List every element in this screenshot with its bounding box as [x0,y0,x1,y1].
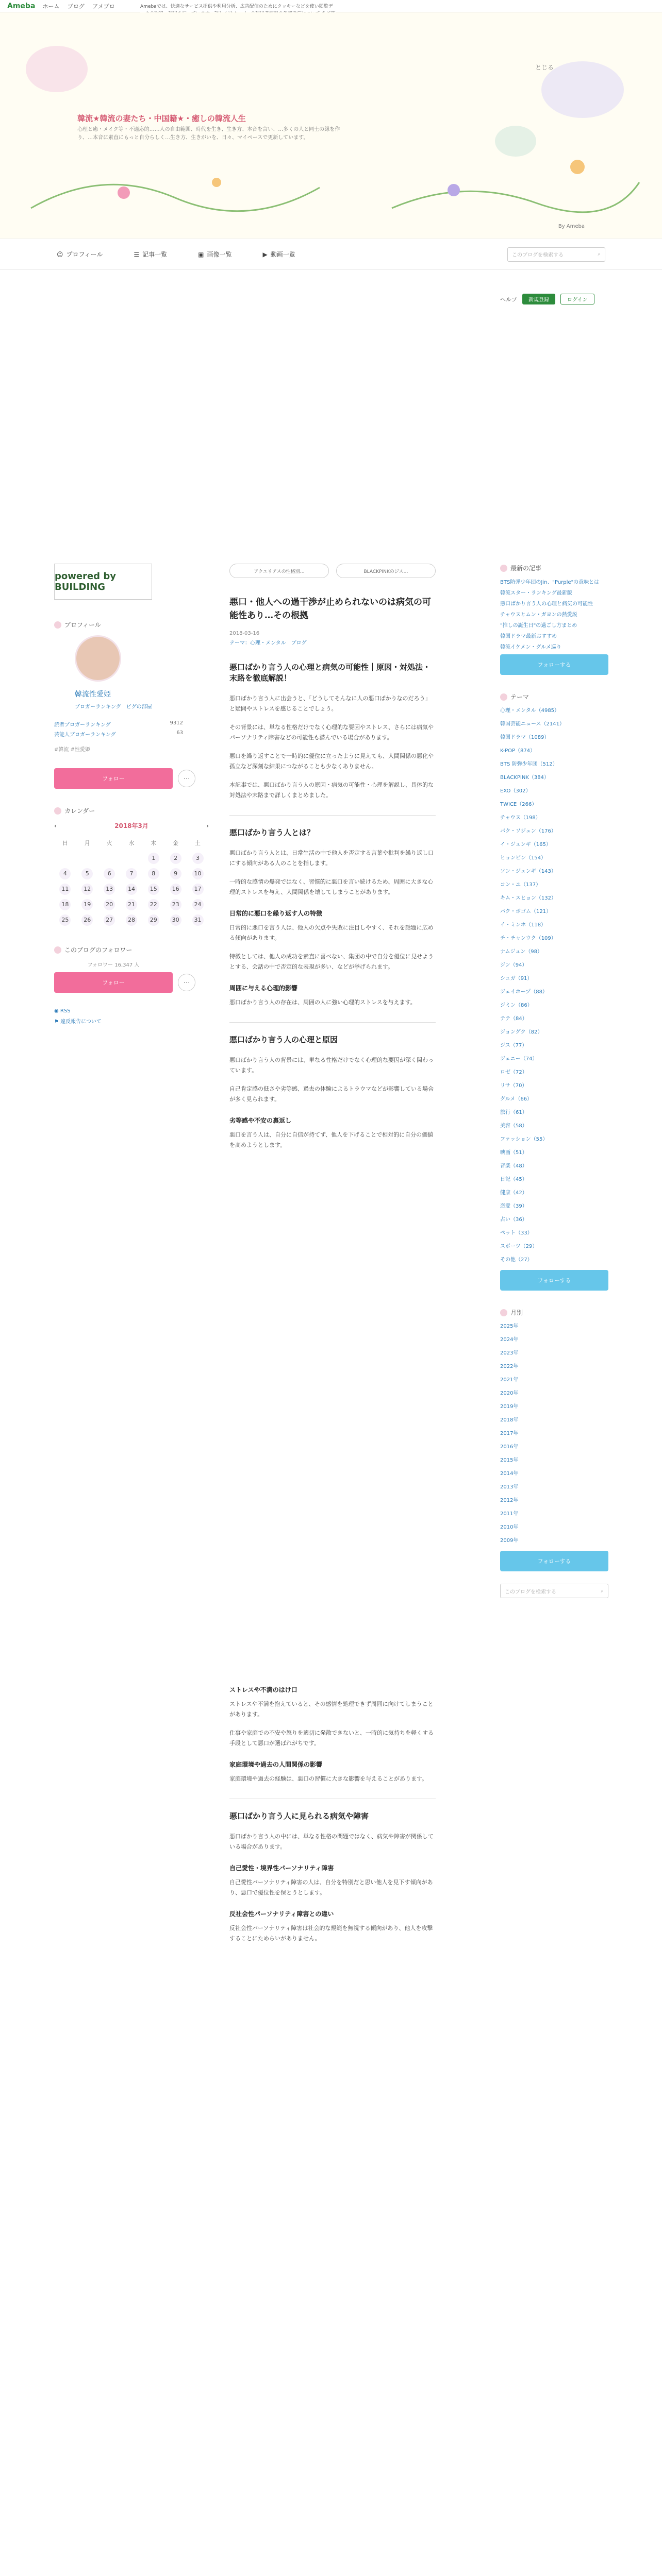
more-icon[interactable]: ⋯ [178,770,195,787]
rank-label[interactable]: 芸能人ブロガーランキング [54,732,116,738]
follower-heading-label: このブログのフォロワー [64,946,133,954]
theme-link[interactable]: テテ（84） [500,1016,527,1022]
calendar-day-number[interactable]: 5 [81,868,93,879]
calendar-day[interactable] [121,882,143,897]
archive-link[interactable]: 2012年 [500,1498,519,1503]
rank-value: 9312 [170,720,183,726]
calendar-nav [54,821,209,830]
avatar[interactable] [75,635,121,682]
recent-article-link[interactable]: 韓国ドラマ最新おすすめ [500,634,557,639]
theme-link[interactable]: イ・ミンホ（118） [500,922,547,928]
theme-link[interactable]: リサ（70） [500,1083,527,1089]
pigg-link[interactable]: ピグの部屋 [126,704,152,710]
theme-link[interactable]: キム・スヒョン（132） [500,895,556,901]
paragraph: 悪口ばかり言う人とは、日常生活の中で他人を否定する言葉や批判を繰り返し口にする傾向がある人のことを指します。 [229,850,434,867]
blog-title[interactable]: 韓流★韓流の妻たち・中国籍★・癒しの韓流人生 [77,114,246,123]
calendar-day[interactable] [142,897,164,912]
calendar-heading-label: カレンダー [64,807,95,815]
rss-link[interactable] [54,1008,209,1014]
calendar-day-number[interactable]: 27 [104,914,115,926]
search-icon[interactable]: ⌕ [598,251,601,257]
theme-link[interactable]: シュガ（91） [500,976,533,981]
calendar-day[interactable] [54,912,76,928]
weekday-label: 日 [62,840,68,846]
theme-link[interactable]: BLACKPINK（384） [500,775,549,781]
section-heading: 悪口ばかり言う人に見られる病気や障害 [229,1799,436,1821]
theme-link[interactable]: イ・ジュンギ（165） [500,842,551,848]
calendar-day[interactable] [164,851,187,866]
follow-row-2 [54,972,209,993]
blog-header [0,12,662,239]
theme-link[interactable]: BTS 防弾少年団（512） [500,761,558,767]
paragraph: 特徴としては、他人の成功を素直に喜べない、集団の中で自分を優位に見せようとする、会話の中で否定的な表現が多い、などが挙げられます。 [229,953,434,970]
report-link[interactable] [54,1017,209,1025]
flag-icon: ⚑ [54,1019,59,1025]
theme-link[interactable]: EXO（302） [500,788,531,794]
nav-images[interactable] [198,250,231,259]
next-article-button[interactable]: BLACKPINKのジス… [336,564,436,578]
paragraph: 日常的に悪口を言う人は、他人の欠点や失敗に注目しやすく、それを話題に広める傾向があります。 [229,924,434,941]
archive-link[interactable]: 2009年 [500,1538,519,1544]
archive-link[interactable]: 2021年 [500,1377,519,1383]
follower-heading [54,945,209,954]
profile-heading-icon [54,621,61,629]
calendar-day[interactable] [164,912,187,928]
follow-button[interactable]: フォローする [500,1270,608,1291]
calendar-day-number[interactable]: 19 [81,899,93,910]
calendar-day-number[interactable]: 25 [59,914,71,926]
header-signature: By Ameba [558,224,585,229]
recent-list [500,579,608,651]
rank-label[interactable]: 読者ブロガーランキング [54,722,111,728]
article [229,564,436,1952]
calendar-day[interactable] [76,882,98,897]
theme-link[interactable]: 韓国芸能ニュース（2141） [500,721,565,727]
article-title: 悪口・他人への過干渉が止められないのは病気の可能性あり…その根拠 [229,597,431,621]
prev-month-icon[interactable]: ‹ [54,822,57,829]
paragraph: 悪口ばかり言う人の中には、単なる性格の問題ではなく、病気や障害が関係している場合があります。 [229,1833,434,1850]
theme-link[interactable]: 音楽（48） [500,1163,527,1169]
paragraph: 悪口ばかり言う人の存在は、周囲の人に強い心理的ストレスを与えます。 [229,999,416,1006]
subsection-heading: 自己愛性・境界性パーソナリティ障害 [229,1865,334,1872]
calendar-day-number[interactable]: 20 [104,899,115,910]
archive-heading-icon [500,1309,507,1316]
calendar-day[interactable] [187,912,209,928]
calendar-heading [54,806,209,815]
archive-link[interactable]: 2013年 [500,1484,519,1490]
subsection-heading: 日常的に悪口を繰り返す人の特徴 [229,910,323,917]
calendar-day-number[interactable]: 17 [192,884,204,895]
calendar-day-number[interactable]: 2 [170,853,181,864]
recent-article-link[interactable]: チャウヌとムン・ガヨンの熱愛説 [500,612,577,618]
theme-heading [500,692,608,701]
theme-link[interactable]: コン・ユ（137） [500,882,541,888]
nav-articles-label: 記事一覧 [142,251,168,258]
archive-link[interactable]: 2024年 [500,1337,519,1343]
archive-link[interactable]: 2020年 [500,1391,519,1396]
profile-section [54,620,209,789]
calendar-week [54,882,209,897]
calendar-heading-icon [54,807,61,815]
signup-button[interactable]: 新規登録 [522,294,555,304]
archive-link[interactable]: 2022年 [500,1364,519,1369]
calendar-day[interactable] [187,866,209,882]
calendar-day[interactable] [164,882,187,897]
theme-link[interactable]: チャウヌ（198） [500,815,541,821]
calendar-day-number[interactable]: 21 [126,899,137,910]
paragraph: 一時的な感情の爆発ではなく、習慣的に悪口を言い続けるため、周囲に大きな心理的ストレスを与え、人間関係を壊してしまうことがあります。 [229,878,434,895]
nav-videos-label: 動画一覧 [270,251,295,258]
calendar-day-number[interactable]: 9 [170,868,181,879]
subsection-heading: 反社会性パーソナリティ障害との違い [229,1910,334,1918]
calendar-day [98,851,121,866]
calendar-week [54,851,209,866]
recent-article-link[interactable]: 悪口ばかり言う人の心理と病気の可能性 [500,601,593,607]
follower-count: フォロワー 16,347 人 [87,962,140,968]
weekday-label: 土 [195,840,201,846]
video-icon: ▶ [262,250,268,258]
article-theme[interactable]: テーマ：心理・メンタル ブログ [229,640,307,646]
article-pager [229,564,436,578]
calendar-day[interactable] [54,866,76,882]
blog-description: 心理と癒・メイク等・不適応的……人の自由範囲、時代を生き、生き方、本音を言い、…多くの人と同士の縁を作り、…本音に素直にもっと自分らしく…生き方、生きがいを、日々、マイペースで更新しています。 [77,127,340,141]
theme-link[interactable]: 美容（58） [500,1123,527,1129]
calendar-day[interactable] [98,912,121,928]
theme-link[interactable]: チ・チャンウク（109） [500,936,556,941]
theme-link[interactable]: 旅行（61） [500,1110,527,1115]
theme-link[interactable]: K-POP（874） [500,748,536,754]
calendar-day[interactable] [76,897,98,912]
sidebar-search-placeholder: このブログを検索する [505,1589,556,1595]
theme-link[interactable]: 心理・メンタル（4985） [500,708,560,714]
theme-link[interactable]: スポーツ（29） [500,1244,538,1249]
calendar-day[interactable] [98,866,121,882]
theme-link[interactable]: ヒョンビン（154） [500,855,547,861]
topbar-nav-home[interactable]: ホーム [42,3,60,10]
paragraph: 反社会性パーソナリティ障害は社会的な規範を無視する傾向があり、他人を攻撃することにためらいがありません。 [229,1925,433,1942]
theme-link[interactable]: 健康（42） [500,1190,527,1196]
archive-link[interactable]: 2023年 [500,1350,519,1356]
weekday-label: 木 [151,840,157,846]
theme-link[interactable]: ジェニー（74） [500,1056,538,1062]
section-heading: 悪口ばかり言う人の心理と原因 [229,1022,436,1045]
theme-link[interactable]: ジス（77） [500,1043,527,1048]
topbar-nav-ameblo[interactable]: アメブロ [92,3,115,10]
calendar-day-number[interactable]: 6 [104,868,115,879]
right-sidebar [500,564,608,1616]
archive-link[interactable]: 2010年 [500,1524,519,1530]
sidebar-search-input[interactable] [500,1584,608,1598]
nav-search-placeholder: このブログを検索する [512,252,564,258]
archive-link[interactable]: 2018年 [500,1417,519,1423]
theme-link[interactable]: グルメ（66） [500,1096,533,1102]
calendar-day-number[interactable]: 23 [170,899,181,910]
list-icon: ☰ [134,250,140,258]
calendar-day[interactable] [142,866,164,882]
theme-link[interactable]: ペット（33） [500,1230,533,1236]
calendar-day-number[interactable]: 13 [104,884,115,895]
paragraph: 悪口ばかり言う人に出会うと、「どうしてそんなに人の悪口ばかりなのだろう」と疑問やストレスを感じることでしょう。 [229,695,431,712]
profile-links [75,702,209,710]
profile-tags[interactable]: #韓流 #性愛姫 [54,747,90,753]
nav-search-input[interactable] [507,247,605,262]
theme-link[interactable]: ソン・ジュンギ（143） [500,869,556,874]
theme-heading-icon [500,693,507,701]
paragraph: 悪口を繰り返すことで一時的に優位に立ったように見えても、人間関係の悪化や孤立など深刻な結果につながることも少なくありません。 [229,753,434,770]
calendar-day[interactable] [76,866,98,882]
topbar-nav-blog[interactable]: ブログ [67,3,85,10]
calendar-table [54,835,209,928]
recent-heading-icon [500,565,507,572]
login-button[interactable]: ログイン [560,294,594,304]
calendar-day-number[interactable]: 16 [170,884,181,895]
calendar-day-number[interactable]: 18 [59,899,71,910]
rss-label: RSS [60,1008,71,1014]
subsection-heading: 劣等感や不安の裏返し [229,1117,292,1124]
calendar-day-number[interactable]: 8 [148,868,159,879]
calendar-day-number[interactable]: 24 [192,899,204,910]
calendar-day[interactable] [142,851,164,866]
theme-link[interactable]: 韓国ドラマ（1089） [500,735,550,740]
calendar-day[interactable] [187,882,209,897]
calendar-day[interactable] [187,897,209,912]
prev-article-button[interactable]: アクエリアスの性格別… [229,564,329,578]
recent-article-link[interactable]: "推しの誕生日"の過ごし方まとめ [500,623,577,629]
calendar-day[interactable] [54,882,76,897]
paragraph: 家庭環境や過去の経験は、悪口の習慣に大きな影響を与えることがあります。 [229,1775,428,1782]
nav-images-label: 画像一覧 [207,251,232,258]
archive-link[interactable]: 2017年 [500,1431,519,1436]
theme-link[interactable]: 恋愛（39） [500,1204,527,1209]
follow-row [54,768,209,789]
calendar-day-number[interactable]: 15 [148,884,159,895]
calendar-day[interactable] [121,866,143,882]
weekday-label: 火 [106,840,112,846]
profile-icon: ☺ [57,250,63,258]
calendar-day-number[interactable]: 11 [59,884,71,895]
recent-article-link[interactable]: BTS防弾少年団のJin、"Purple"の意味とは [500,580,600,585]
calendar-day-number[interactable]: 29 [148,914,159,926]
theme-link[interactable]: その他（27） [500,1257,533,1263]
theme-link[interactable]: ロゼ（72） [500,1070,527,1075]
calendar-week [54,897,209,912]
calendar-section [54,806,209,928]
archive-link[interactable]: 2015年 [500,1458,519,1463]
calendar-day[interactable] [142,882,164,897]
theme-link[interactable]: 映画（51） [500,1150,527,1156]
calendar-day-number[interactable]: 3 [192,853,204,864]
archive-link[interactable]: 2014年 [500,1471,519,1477]
theme-link[interactable]: パク・ボゴム（121） [500,909,552,914]
rss-icon: ◉ [54,1008,59,1014]
rank-row-2 [54,730,183,738]
theme-link[interactable]: 占い（36） [500,1217,527,1223]
theme-heading-label: テーマ [510,693,529,701]
paragraph: 本記事では、悪口ばかり言う人の原因・病気の可能性・心理を解説し、具体的な対処法や末路まで詳しくまとめました。 [229,782,434,799]
calendar-day-number[interactable]: 28 [126,914,137,926]
paragraph: 悪口ばかり言う人の背景には、単なる性格だけでなく心理的な要因が深く関わっています。 [229,1057,434,1074]
follow-button[interactable]: フォローする [500,654,608,675]
ameba-logo[interactable]: Ameba [7,2,36,10]
ad-banner[interactable]: powered by BUILDING [54,564,152,600]
calendar-day[interactable] [164,897,187,912]
ranking-link[interactable]: ブロガーランキング [75,704,121,710]
recent-article-link[interactable]: 韓流スター・ランキング最新版 [500,590,572,596]
notice-close-button[interactable]: とじる [535,64,554,71]
calendar-day[interactable] [121,897,143,912]
calendar-day[interactable] [121,912,143,928]
more-icon[interactable]: ⋯ [178,974,195,991]
theme-link[interactable]: ジン（94） [500,962,527,968]
archive-list [500,1323,608,1545]
calendar-day-number[interactable]: 26 [81,914,93,926]
paragraph: 自己肯定感の低さや劣等感、過去の体験によるトラウマなどが影響している場合が多く見られます。 [229,1086,434,1103]
archive-heading [500,1308,608,1317]
blogger-name[interactable]: 韓流性愛姫 [75,690,111,699]
calendar-day-number[interactable]: 4 [59,868,71,879]
archive-section [500,1308,608,1598]
archive-link[interactable]: 2016年 [500,1444,519,1450]
follow-button[interactable]: フォロー [54,972,173,993]
image-icon: ▣ [198,250,204,258]
report-label: 違反報告について [60,1019,102,1025]
calendar-day-number[interactable]: 7 [126,868,137,879]
calendar-day-number[interactable]: 30 [170,914,181,926]
weekday-label: 月 [84,840,90,846]
calendar-day[interactable] [142,912,164,928]
theme-link[interactable]: 日記（45） [500,1177,527,1182]
calendar-day [121,851,143,866]
left-sidebar [54,564,209,1042]
paragraph: 悪口を言う人は、自分に自信が持てず、他人を下げることで相対的に自分の価値を高めようとします。 [229,1131,434,1148]
help-link[interactable]: ヘルプ [500,296,517,303]
calendar-week [54,912,209,928]
weekday-label: 金 [173,840,179,846]
follow-button[interactable]: フォロー [54,768,173,789]
cookie-notice: Amebaでは、快適なサービス提供や利用分析、広告配信のためにクッキーなどを使い閲覧デ [140,3,336,32]
calendar-day[interactable] [187,851,209,866]
article-date: 2018-03-16 [229,631,260,636]
archive-link[interactable]: 2025年 [500,1324,519,1329]
calendar-day-number[interactable]: 1 [148,853,159,864]
calendar-day[interactable] [164,866,187,882]
calendar-day-number[interactable]: 14 [126,884,137,895]
theme-section [500,692,608,1291]
nav-profile-label: プロフィール [66,251,103,258]
archive-link[interactable]: 2011年 [500,1511,519,1517]
rank-row-1 [54,720,183,728]
calendar-day[interactable] [54,897,76,912]
paragraph: 自己愛性パーソナリティ障害の人は、自分を特別だと思い他人を見下す傾向があり、悪口で優位性を保とうとします。 [229,1879,433,1896]
follower-section [54,945,209,1025]
paragraph: 仕事や家庭での不安や怒りを適切に発散できないと、一時的に気持ちを軽くする手段として悪口が選ばれがちです。 [229,1730,434,1747]
blog-nav [0,239,662,270]
theme-link[interactable]: ナムジュン（98） [500,949,543,955]
profile-heading-label: プロフィール [64,621,101,629]
rank-value: 63 [176,730,183,736]
recent-article-link[interactable]: 韓流イケメン・グルメ巡り [500,645,561,650]
paragraph: その背景には、単なる性格だけでなく心理的な要因やストレス、さらには病気やパーソナリティ障害などの可能性も潜んでいる場合があります。 [229,724,434,741]
topbar-nav [42,2,121,10]
topbar-actions [500,294,608,304]
theme-link[interactable]: パク・ソジュン（176） [500,828,556,834]
calendar-title: 2018年3月 [114,822,148,829]
theme-link[interactable]: ジョングク（82） [500,1029,543,1035]
article-spacer [229,1159,436,1674]
paragraph: ストレスや不満を抱えていると、その感情を処理できず周囲に向けてしまうことがあります。 [229,1701,434,1718]
calendar-day[interactable] [98,882,121,897]
nav-articles[interactable] [134,250,167,259]
recent-section [500,564,608,675]
subsection-heading: 家庭環境や過去の人間関係の影響 [229,1761,323,1768]
section-heading: 悪口ばかり言う人の心理と病気の可能性｜原因・対処法・末路を徹底解説！ [229,663,431,683]
theme-link[interactable]: TWICE（266） [500,802,537,807]
calendar-week [54,866,209,882]
calendar-day-number[interactable]: 10 [192,868,204,879]
calendar-day-number[interactable]: 12 [81,884,93,895]
archive-link[interactable]: 2019年 [500,1404,519,1410]
theme-link[interactable]: ジェイホープ（88） [500,989,548,995]
search-icon[interactable]: ⌕ [601,1588,604,1594]
follower-heading-icon [54,946,61,954]
subsection-heading: ストレスや不満のはけ口 [229,1686,297,1693]
calendar-day-number[interactable]: 22 [148,899,159,910]
nav-profile[interactable] [57,250,103,259]
theme-list [500,707,608,1264]
recent-heading [500,564,608,572]
recent-heading-label: 最新の記事 [510,565,542,572]
section-heading: 悪口ばかり言う人とは？ [229,815,436,838]
calendar-day [54,851,76,866]
theme-link[interactable]: ファッション（55） [500,1137,548,1142]
calendar-day-number[interactable]: 31 [192,914,204,926]
subsection-heading: 周囲に与える心理的影響 [229,985,298,992]
follow-button[interactable]: フォローする [500,1551,608,1571]
calendar-day[interactable] [76,912,98,928]
archive-heading-label: 月別 [510,1309,523,1316]
profile-heading [54,620,209,629]
next-month-icon[interactable]: › [206,822,209,829]
theme-link[interactable]: ジミン（86） [500,1003,533,1008]
calendar-day[interactable] [98,897,121,912]
calendar-day [76,851,98,866]
nav-videos[interactable] [262,250,295,259]
weekday-label: 水 [128,840,135,846]
